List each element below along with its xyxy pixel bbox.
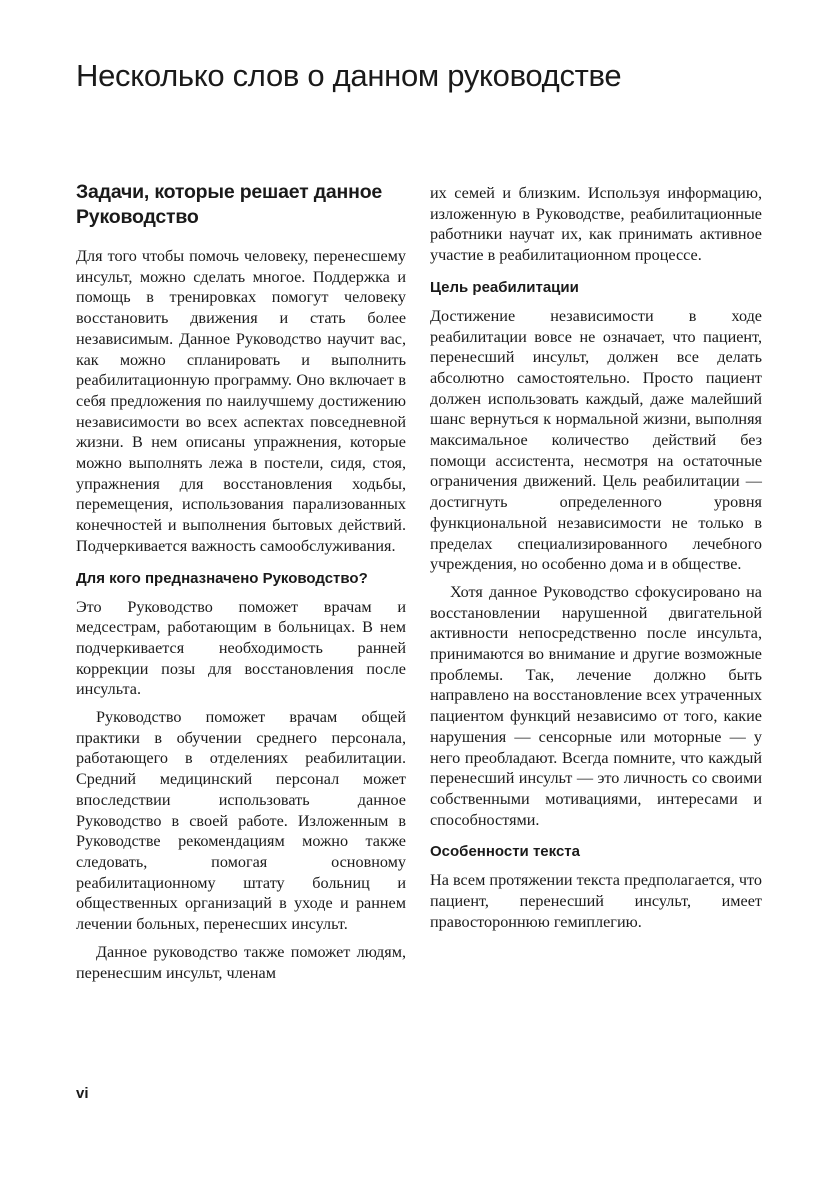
right-column <box>430 183 762 933</box>
paragraph-audience-1: Это Руководство поможет врачам и медсестрам, работающим в больницах. В нем подчеркивается необходимость ранней коррекции позы для восстановления после инсульта. <box>76 597 406 699</box>
page-number: vi <box>76 1085 89 1102</box>
left-column <box>76 180 406 983</box>
paragraph-goal-2: Хотя данное Руководство сфокусировано на восстановлении нарушенной двигательной активности непосредственно после инсульта, принимаются во внимание и другие возможные проблемы. Так, лечение должно быть направлено на восстановление всех утраченных пациентом функций независимо от того, какие нарушения — сенсорные или моторные — у него преобладают. Всегда помните, что каждый перенесший инсульт — это личность со своими собственными мотивациями, интересами и способностями. <box>430 582 762 829</box>
paragraph-audience-2: Руководство поможет врачам общей практики в обучении среднего персонала, работающего в отделениях реабилитации. Средний медицинский персонал может впоследствии использовать данное Руководство в своей работе. Изложенным в Руководстве рекомендациям можно также следовать, помогая основному реабилитационному штату больниц и общественных организаций в уходе и раннем лечении больных, перенесших инсульт. <box>76 708 406 934</box>
paragraph-goal-1: Достижение независимости в ходе реабилитации вовсе не означает, что пациент, перенесший инсульт, должен все делать абсолютно самостоятельно. Просто пациент должен использовать каждый, даже малейший шанс вернуться к нормальной жизни, выполняя максимальное количество действий без помощи ассистента, несмотря на остаточные ограничения движений. Цель реабилитации — достигнуть определенного уровня функциональной независимости не только в пределах специализированного лечебного учреждения, но особенно дома и в обществе. <box>430 306 762 574</box>
paragraph-tasks-intro: Для того чтобы помочь человеку, перенесшему инсульт, можно сделать многое. Поддержка и помощь в тренировках помогут человеку восстановить движения и стать более независимым. Данное Руководство научит вас, как можно спланировать и выполнить реабилитационную программу. Оно включает в себя предложения по наилучшему достижению независимости во всех аспектах повседневной жизни. В нем описаны упражнения, которые можно выполнять лежа в постели, сидя, стоя, упражнения для восстановления ходьбы, перемещения, использования парализованных конечностей и выполнения бытовых действий. Подчеркивается важность самообслуживания. <box>76 247 406 555</box>
section-heading-tasks: Задачи, которые решает данное Руководство <box>76 181 383 228</box>
paragraph-audience-3: Данное руководство также поможет людям, перенесшим инсульт, членам <box>76 942 406 982</box>
page-title: Несколько слов о данном руководстве <box>76 58 622 93</box>
paragraph-audience-continued: их семей и близким. Используя информацию, изложенную в Руководстве, реабилитационные работники научат их, как принимать активное участие в реабилитационном процессе. <box>430 184 762 265</box>
subheading-audience: Для кого предназначено Руководство? <box>76 569 368 587</box>
subheading-rehab-goal: Цель реабилитации <box>430 278 579 296</box>
subheading-text-features: Особенности текста <box>430 843 580 861</box>
paragraph-text-features: На всем протяжении текста предполагается, что пациент, перенесший инсульт, имеет правостороннюю гемиплегию. <box>430 871 762 931</box>
